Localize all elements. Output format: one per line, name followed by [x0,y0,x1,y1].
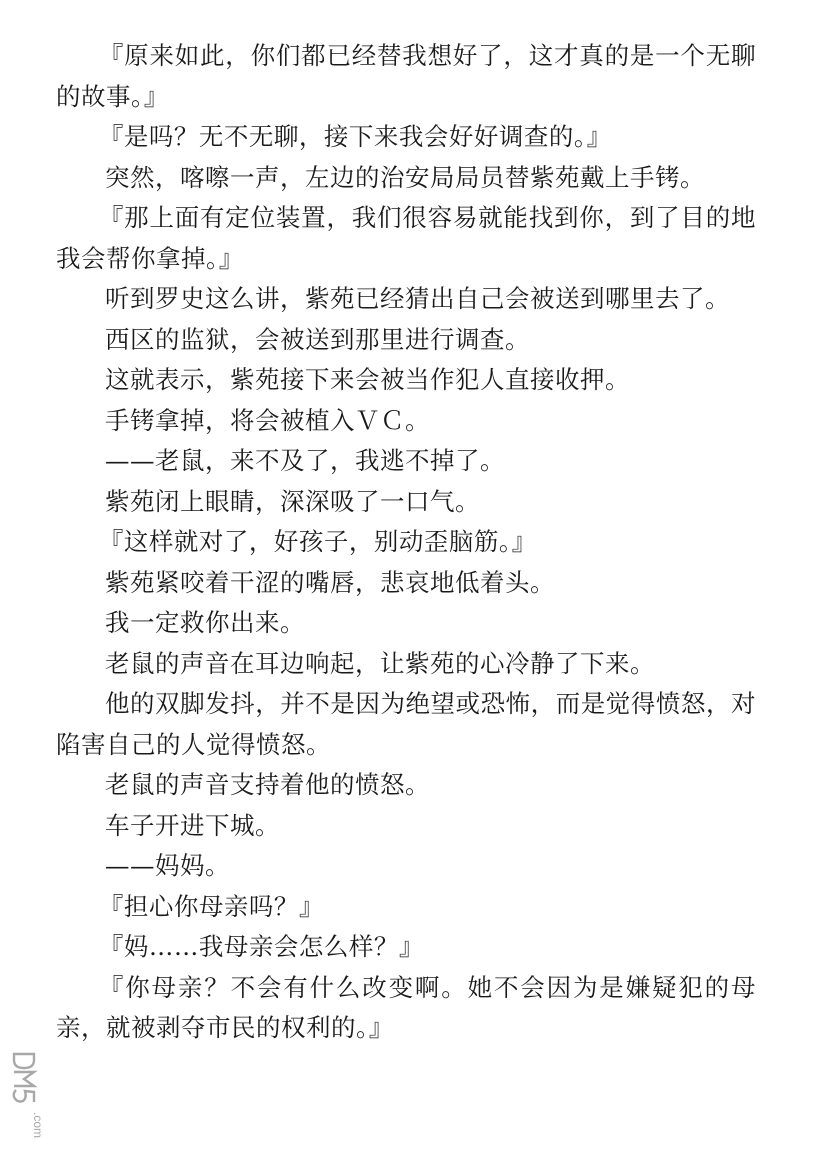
paragraph: 车子开进下城。 [105,810,280,840]
paragraph: 西区的监狱，会被送到那里进行调查。 [105,324,530,354]
paragraph: 『原来如此，你们都已经替我想好了，这才真的是一个无聊的故事。』 [56,41,756,111]
paragraph: 『你母亲？不会有什么改变啊。她不会因为是嫌疑犯的母亲，就被剥夺市民的权利的。』 [56,972,756,1042]
paragraph: ——妈妈。 [105,851,230,880]
svg-text:.com: .com [31,1112,45,1139]
paragraph: 听到罗史这么讲，紫苑已经猜出自己会被送到哪里去了。 [105,284,730,313]
paragraph: 紫苑紧咬着干涩的嘴唇，悲哀地低着头。 [105,567,555,597]
paragraph: 突然，喀嚓一声，左边的治安局局员替紫苑戴上手铐。 [105,162,705,192]
paragraph: 『妈……我母亲会怎么样？』 [98,932,424,961]
paragraph: 『是吗？无不无聊，接下来我会好好调查的。』 [98,122,612,151]
paragraph: 『那上面有定位装置，我们很容易就能找到你，到了目的地我会帮你拿掉。』 [56,203,756,273]
dm5-logo-icon [6,1050,45,1160]
paragraph: 我一定救你出来。 [105,608,305,637]
paragraph: ——老鼠，来不及了，我逃不掉了。 [105,446,505,475]
paragraph: 他的双脚发抖，并不是因为绝望或恐怖，而是觉得愤怒，对陷害自己的人觉得愤怒。 [56,689,756,759]
paragraph: 这就表示，紫苑接下来会被当作犯人直接收押。 [105,365,630,394]
paragraph: 手铐拿掉，将会被植入ＶＣ。 [105,405,430,435]
paragraph: 紫苑闭上眼睛，深深吸了一口气。 [105,486,480,516]
paragraph: 『担心你母亲吗？』 [98,891,324,921]
watermark-logo [6,1050,45,1160]
paragraph: 老鼠的声音支持着他的愤怒。 [105,770,430,799]
paragraph: 『这样就对了，好孩子，别动歪脑筋。』 [98,527,537,556]
document-body [56,36,756,1049]
paragraph: 老鼠的声音在耳边响起，让紫苑的心冷静了下来。 [105,648,655,678]
